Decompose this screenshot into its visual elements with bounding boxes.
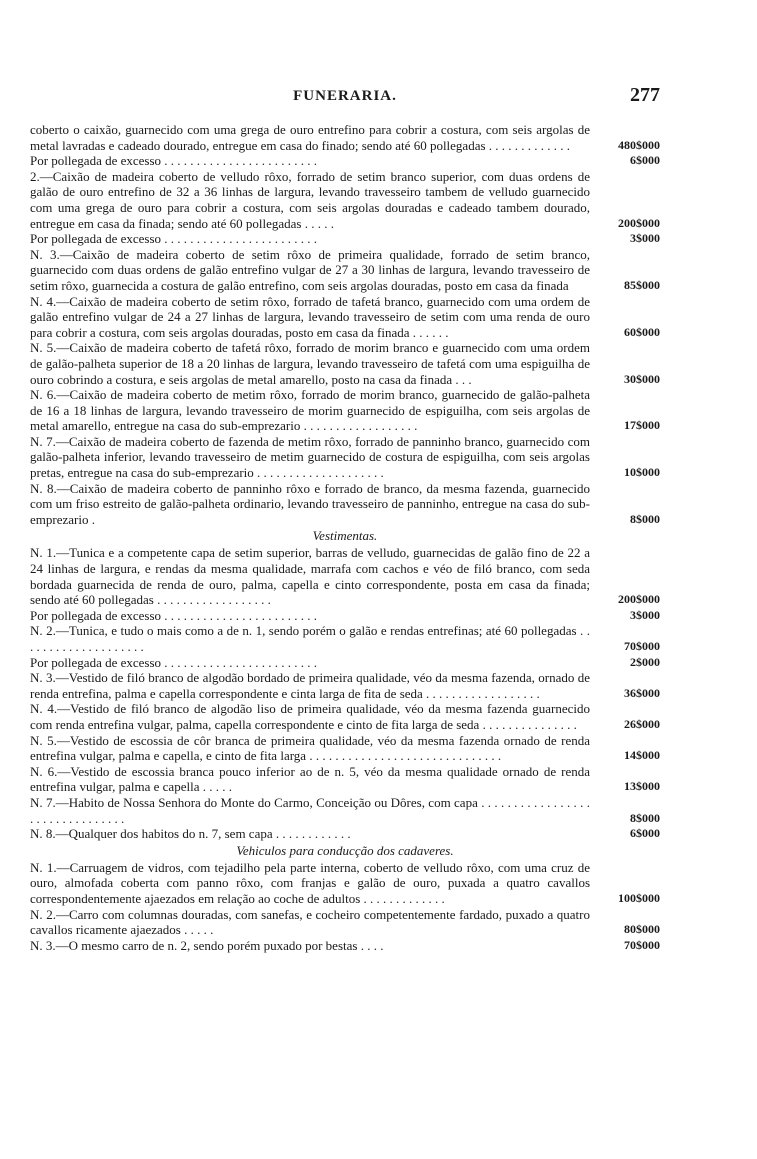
price-entry bbox=[30, 907, 660, 938]
entry-price: 480$000 bbox=[618, 137, 660, 152]
entry-text: N. 3.—O mesmo carro de n. 2, sendo porém puxado por bestas . . . . bbox=[30, 937, 384, 953]
entry-price: 6$000 bbox=[630, 826, 660, 841]
price-entry bbox=[30, 608, 660, 624]
price-entry bbox=[30, 826, 660, 842]
entry-text: N. 8.—Qualquer dos habitos do n. 7, sem capa . . . . . . . . . . . . bbox=[30, 826, 351, 842]
entry-price: 17$000 bbox=[624, 418, 660, 433]
price-entry bbox=[30, 938, 660, 954]
entry-price: 200$000 bbox=[618, 215, 660, 230]
entry-text: N. 5.—Vestido de escossia de côr branca de primeira qualidade, véo da mesma fazenda ornado de renda entrefina vulgar, palma e capella, e cinto de fita larga . . . . . . . . . . . . . . . . . . . . . . . . . . . . . . bbox=[30, 732, 590, 764]
section-heading-vehiculos: Vehiculos para conducção dos cadaveres. bbox=[236, 842, 454, 858]
price-entry bbox=[30, 795, 660, 826]
entry-text: N. 7.—Caixão de madeira coberto de fazenda de metim rôxo, forrado de panninho branco, guarnecido com galão-palheta inferior, levando travesseiro de metim guarnecido de costura de espiguilha, com seis argolas pretas, entregue na casa do sub-emprezario . . . . . . . . . . . . . . . . . . . . bbox=[30, 433, 590, 481]
entry-text: 2.—Caixão de madeira coberto de velludo rôxo, forrado de setim branco superior, com duas ordens de galão de ouro entrefino de 32 a 36 linhas de largura, levando travesseiro tambem de velludo guarnecido com uma grega de ouro para cobrir a costura, com seis argolas douradas e cadeado tambem dourado, entregue em casa da finada; sendo até 60 pollegadas . . . . . bbox=[30, 168, 590, 231]
entry-price: 60$000 bbox=[624, 324, 660, 339]
entry-price: 13$000 bbox=[624, 779, 660, 794]
price-entry bbox=[30, 860, 660, 907]
entry-text: N. 5.—Caixão de madeira coberto de tafetá rôxo, forrado de morim branco e guarnecido com uma ordem de galão-palheta superior de 18 a 20 linhas de largura, levando travesseiro de tafetá com uma espiguilha de ouro cobrindo a costura, e seis argolas de metal amarello, posto na casa da finada . . . bbox=[30, 340, 590, 387]
price-entry bbox=[30, 670, 660, 701]
entry-text: N. 3.—Vestido de filó branco de algodão bordado de primeira qualidade, véo da mesma fazenda, ornado de renda entrefina, palma e capella correspondente e cinta larga de fita de seda . . . . . . . . . . . . . . . . . . bbox=[30, 670, 590, 701]
price-entry bbox=[30, 153, 660, 169]
entry-price: 8$000 bbox=[630, 511, 660, 526]
price-entry bbox=[30, 764, 660, 795]
entry-text: N. 2.—Tunica, e tudo o mais como a de n. 1, sendo porém o galão e rendas entrefinas; até 60 pollegadas . . . . . . . . . . . . . . . . . . . . bbox=[30, 623, 590, 654]
price-entry bbox=[30, 481, 660, 528]
entry-price: 70$000 bbox=[624, 937, 660, 952]
section-heading-vestimentas: Vestimentas. bbox=[312, 528, 378, 544]
vestimentas-list bbox=[30, 545, 660, 841]
price-entry bbox=[30, 169, 660, 231]
running-title: FUNERARIA. bbox=[293, 88, 397, 104]
entry-text: Por pollegada de excesso . . . . . . . . . . . . . . . . . . . . . . . . bbox=[30, 607, 318, 623]
page-body bbox=[30, 122, 660, 953]
entry-price: 100$000 bbox=[618, 890, 660, 905]
entry-text: N. 4.—Caixão de madeira coberto de setim rôxo, forrado de tafetá branco, guarnecido com uma ordem de galão entrefino vulgar de 24 a 27 linhas de largura, levando travesseiro de setim com uma renda de ouro para cobrir a costura, com seis argolas douradas, posto em casa da finada . . . . . . bbox=[30, 293, 590, 340]
caixoes-list bbox=[30, 122, 660, 527]
page-header bbox=[30, 84, 660, 112]
entry-price: 10$000 bbox=[624, 465, 660, 480]
price-entry bbox=[30, 733, 660, 764]
price-entry bbox=[30, 434, 660, 481]
entry-price: 36$000 bbox=[624, 685, 660, 700]
entry-text: N. 4.—Vestido de filó branco de algodão liso de primeira qualidade, véo da mesma fazenda guarnecido com renda entrefina vulgar, palma, capella correspondente e cinto de fita larga de seda . . . . . . . . . . . . . . . bbox=[30, 701, 590, 732]
entry-text: N. 1.—Carruagem de vidros, com tejadilho pela parte interna, coberto de velludo rôxo, com uma cruz de ouro, almofada coberta com panno rôxo, com franjas e galão de ouro, puxada a quatro cavallos correspondentemente ajaezados em relação ao coche de adultos . . . . . . . . . . . . . bbox=[30, 859, 590, 906]
entry-price: 85$000 bbox=[624, 277, 660, 292]
entry-price: 2$000 bbox=[630, 654, 660, 669]
price-entry bbox=[30, 387, 660, 434]
entry-price: 8$000 bbox=[630, 810, 660, 825]
price-entry bbox=[30, 294, 660, 341]
page-number: 277 bbox=[630, 84, 660, 106]
entry-price: 6$000 bbox=[630, 153, 660, 168]
entry-text: N. 3.—Caixão de madeira coberto de setim rôxo de primeira qualidade, forrado de setim branco, guarnecido com duas ordens de galão entrefino vulgar de 27 a 30 linhas de largura, levando travesseiro de setim rôxo, guarnecida a costura de galão entrefino, com seis argolas douradas, posto em casa da finada bbox=[30, 246, 590, 293]
entry-price: 3$000 bbox=[630, 231, 660, 246]
price-entry bbox=[30, 701, 660, 732]
price-entry bbox=[30, 545, 660, 607]
entry-text: N. 8.—Caixão de madeira coberto de panninho rôxo e forrado de branco, da mesma fazenda, guarnecido com um friso estreito de galão-palheta ordinario, levando travesseiro de panninho, entregue na casa do sub-emprezario . bbox=[30, 480, 590, 527]
entry-price: 70$000 bbox=[624, 639, 660, 653]
entry-text: Por pollegada de excesso . . . . . . . . . . . . . . . . . . . . . . . . bbox=[30, 153, 318, 169]
entry-price: 200$000 bbox=[618, 592, 660, 607]
entry-text: coberto o caixão, guarnecido com uma grega de ouro entrefino para cobrir a costura, com seis argolas de metal lavradas e cadeado dourado, entregue em casa do finado; sendo até 60 pollegadas . . . . . . . . . . . . . bbox=[30, 122, 590, 153]
price-entry bbox=[30, 122, 660, 153]
entry-price: 80$000 bbox=[624, 922, 660, 937]
entry-price: 14$000 bbox=[624, 748, 660, 763]
entry-text: Por pollegada de excesso . . . . . . . . . . . . . . . . . . . . . . . . bbox=[30, 654, 318, 670]
vehiculos-list bbox=[30, 860, 660, 954]
entry-text: N. 6.—Caixão de madeira coberto de metim rôxo, forrado de morim branco, guarnecido de galão-palheta de 16 a 18 linhas de largura, levando travesseiro de morim guarnecido de espiguilha, com seis argolas de metal amarello, entregue na casa do sub-emprezario . . . . . . . . . . . . . . . . . . bbox=[30, 387, 590, 434]
price-entry bbox=[30, 340, 660, 387]
price-entry bbox=[30, 623, 660, 654]
entry-price: 3$000 bbox=[630, 607, 660, 622]
price-entry bbox=[30, 655, 660, 671]
entry-price: 30$000 bbox=[624, 371, 660, 386]
price-entry bbox=[30, 231, 660, 247]
entry-text: N. 2.—Carro com columnas douradas, com sanefas, e cocheiro competentemente fardado, puxado a quatro cavallos ricamente ajaezados . . . . . bbox=[30, 906, 590, 938]
entry-price: 26$000 bbox=[624, 716, 660, 731]
entry-text: N. 1.—Tunica e a competente capa de setim superior, barras de velludo, guarnecidas de galão fino de 22 a 24 linhas de largura, e rendas da mesma qualidade, marrafa com cachos e véo de filó branco, com seda bordada guarnecida de renda de ouro, palma, capella e cinto correspondente, posta em casa da finada; sendo até 60 pollegadas . . . . . . . . . . . . . . . . . . bbox=[30, 545, 590, 608]
entry-text: N. 7.—Habito de Nossa Senhora do Monte do Carmo, Conceição ou Dôres, com capa . . . . . . . . . . . . . . . . . . . . . . . . . . . . . . . . bbox=[30, 794, 590, 826]
entry-text: N. 6.—Vestido de escossia branca pouco inferior ao de n. 5, véo da mesma qualidade ornado de renda entrefina vulgar, palma e capella . . . . . bbox=[30, 763, 590, 795]
price-entry bbox=[30, 247, 660, 294]
entry-text: Por pollegada de excesso . . . . . . . . . . . . . . . . . . . . . . . . bbox=[30, 231, 318, 247]
